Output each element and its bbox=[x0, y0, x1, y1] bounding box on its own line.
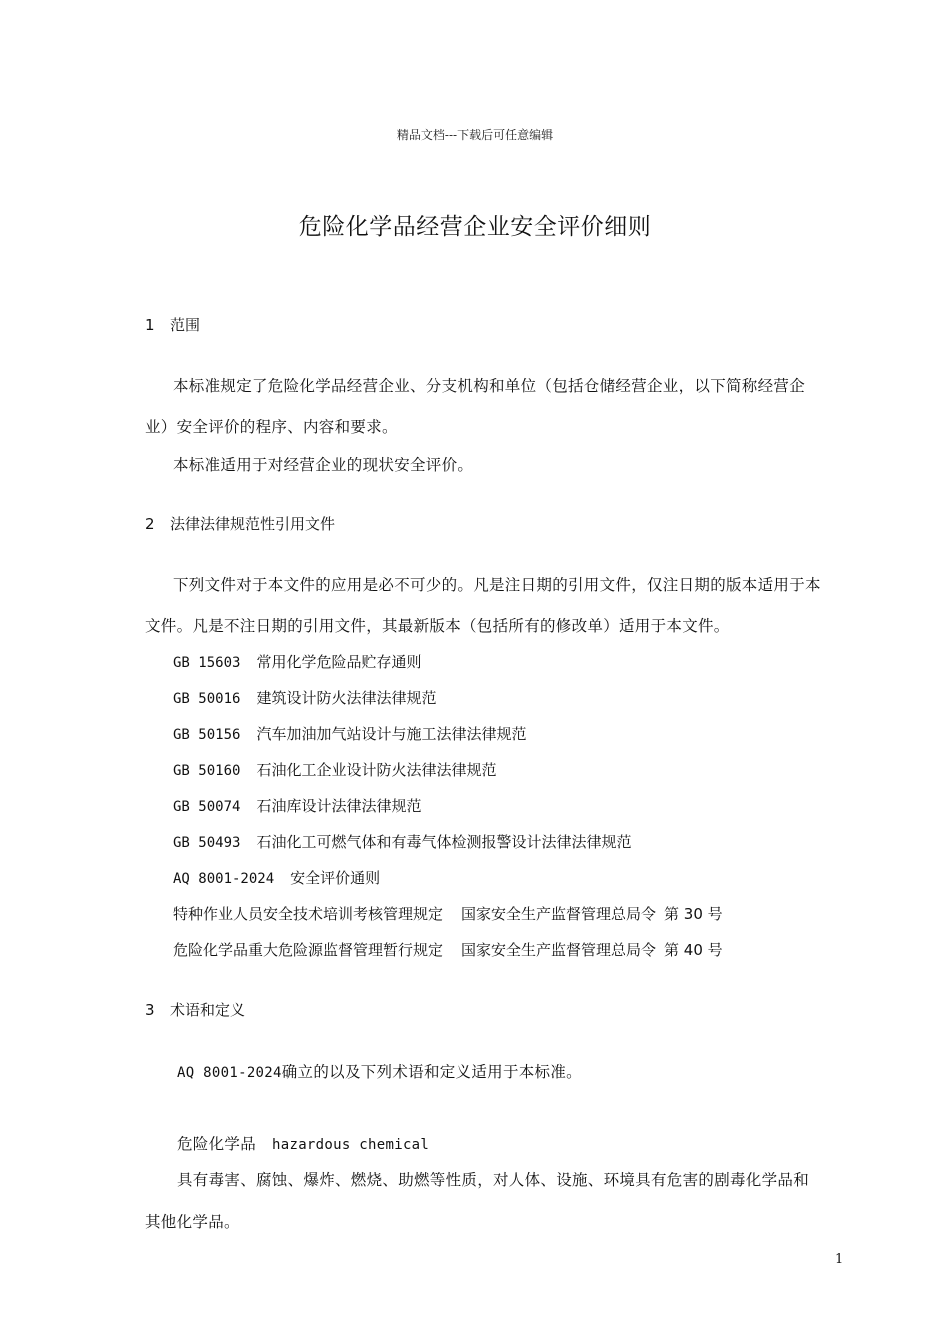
regulation-name: 危险化学品重大危险源监督管理暂行规定 bbox=[173, 941, 444, 959]
reference-name: 石油化工可燃气体和有毒气体检测报警设计法律法律规范 bbox=[256, 833, 632, 851]
term-english: hazardous chemical bbox=[272, 1137, 430, 1153]
reference-item bbox=[173, 723, 526, 744]
reference-name: 安全评价通则 bbox=[290, 869, 381, 887]
definition-line: 具有毒害、腐蚀、爆炸、燃烧、助燃等性质，对人体、设施、环境具有危害的剧毒化学品和 bbox=[177, 1171, 810, 1189]
reference-code: GB 50493 bbox=[173, 835, 241, 851]
regulation-number: 第 30 号 bbox=[664, 905, 723, 923]
paragraph-line: 业）安全评价的程序、内容和要求。 bbox=[145, 418, 398, 436]
regulation-issuer: 国家安全生产监督管理总局令 bbox=[461, 941, 657, 959]
section-1-heading bbox=[145, 314, 200, 335]
definition-intro bbox=[177, 1060, 582, 1082]
reference-code: GB 50074 bbox=[173, 799, 241, 815]
page-header: 精品文档---下载后可任意编辑 bbox=[396, 128, 554, 142]
definition-line: 其他化学品。 bbox=[145, 1213, 240, 1231]
section-title: 法律法律规范性引用文件 bbox=[170, 515, 336, 533]
section-number: 2 bbox=[145, 515, 155, 533]
reference-name: 汽车加油加气站设计与施工法律法律规范 bbox=[256, 725, 527, 743]
reference-item bbox=[173, 687, 436, 708]
section-title: 术语和定义 bbox=[170, 1001, 246, 1019]
reference-name: 建筑设计防火法律法律规范 bbox=[256, 689, 437, 707]
reference-name: 常用化学危险品贮存通则 bbox=[256, 653, 422, 671]
paragraph: 本标准适用于对经营企业的现状安全评价。 bbox=[173, 456, 474, 474]
regulation-name: 特种作业人员安全技术培训考核管理规定 bbox=[173, 905, 444, 923]
reference-item bbox=[173, 831, 631, 852]
section-title: 范围 bbox=[170, 316, 201, 334]
reference-item bbox=[173, 651, 421, 672]
regulation-issuer: 国家安全生产监督管理总局令 bbox=[461, 905, 657, 923]
reference-item bbox=[173, 867, 380, 888]
section-3-heading bbox=[145, 999, 245, 1020]
section-number: 3 bbox=[145, 1001, 155, 1019]
intro-text: 确立的以及下列术语和定义适用于本标准。 bbox=[281, 1063, 582, 1081]
regulation-item bbox=[173, 939, 723, 960]
reference-code: GB 50160 bbox=[173, 763, 241, 779]
paragraph-line: 下列文件对于本文件的应用是必不可少的。凡是注日期的引用文件，仅注日期的版本适用于本 bbox=[173, 576, 821, 594]
reference-code: GB 50156 bbox=[173, 727, 241, 743]
reference-code: GB 15603 bbox=[173, 655, 241, 671]
regulation-item bbox=[173, 903, 723, 924]
reference-name: 石油库设计法律法律规范 bbox=[256, 797, 422, 815]
term-chinese: 危险化学品 bbox=[177, 1135, 257, 1153]
section-number: 1 bbox=[145, 316, 155, 334]
regulation-number: 第 40 号 bbox=[664, 941, 723, 959]
reference-item bbox=[173, 759, 496, 780]
page-number: 1 bbox=[835, 1252, 844, 1267]
term-entry bbox=[177, 1132, 429, 1154]
section-2-heading bbox=[145, 513, 335, 534]
paragraph-line: 本标准规定了危险化学品经营企业、分支机构和单位（包括仓储经营企业，以下简称经营企 bbox=[173, 377, 806, 395]
reference-code: GB 50016 bbox=[173, 691, 241, 707]
standard-code: AQ 8001-2024 bbox=[177, 1065, 282, 1081]
paragraph-line: 文件。凡是不注日期的引用文件，其最新版本（包括所有的修改单）适用于本文件。 bbox=[145, 617, 730, 635]
reference-item bbox=[173, 795, 421, 816]
document-title: 危险化学品经营企业安全评价细则 bbox=[298, 214, 652, 240]
reference-code: AQ 8001-2024 bbox=[173, 871, 275, 887]
reference-name: 石油化工企业设计防火法律法律规范 bbox=[256, 761, 497, 779]
